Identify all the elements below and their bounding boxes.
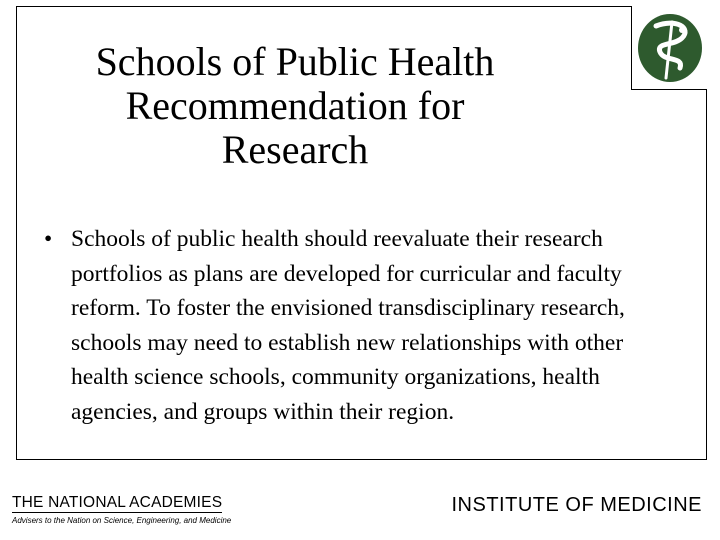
logo-box — [631, 6, 707, 90]
iom-serpent-staff-logo-icon — [636, 12, 704, 84]
institute-of-medicine-name: INSTITUTE OF MEDICINE — [451, 494, 702, 516]
national-academies-logo — [12, 494, 242, 526]
national-academies-tagline: Advisers to the Nation on Science, Engineering, and Medicine — [12, 516, 232, 525]
national-academies-name: THE NATIONAL ACADEMIES — [12, 494, 223, 511]
slide-title — [40, 40, 550, 172]
title-line: Schools of Public Health — [95, 39, 495, 84]
title-line: Recommendation for — [125, 83, 465, 128]
bullet-text: Schools of public health should reevaluate their research portfolios as plans are developed for curricular and faculty reform. To foster the envisioned transdisciplinary research, schools may need to establish new relationships with other health science schools, community organizations, health agencies, and groups within their region. — [71, 226, 625, 425]
bullet-marker: • — [44, 226, 53, 252]
bullet-item — [44, 222, 684, 429]
title-line: Research — [221, 127, 369, 172]
bullet-list — [44, 222, 684, 429]
